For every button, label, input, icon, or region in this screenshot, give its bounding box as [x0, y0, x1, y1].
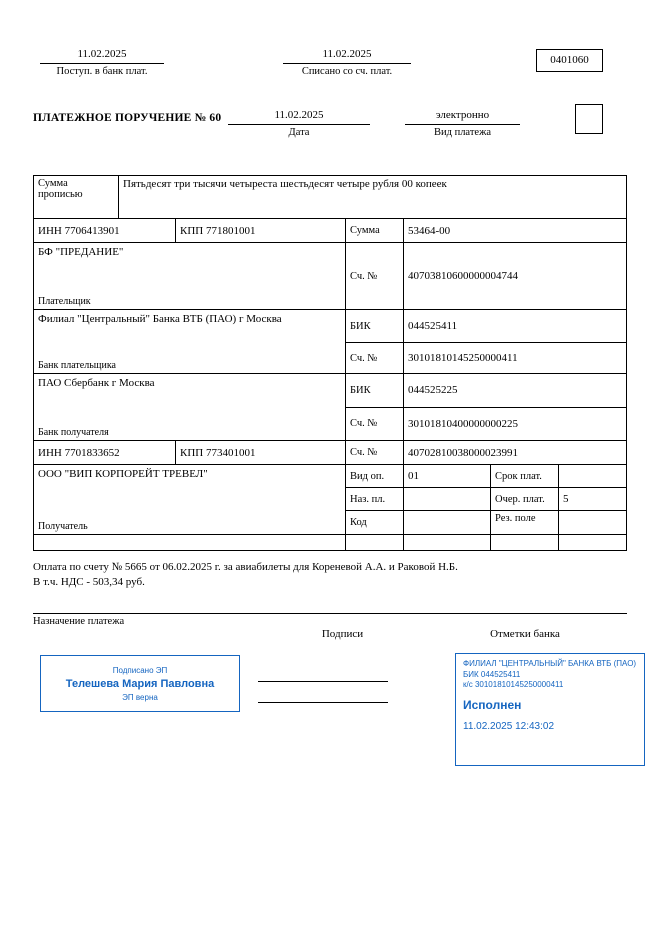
purpose-label: Назначение платежа — [33, 616, 125, 627]
amount-words-label: Сумма прописью — [34, 176, 119, 218]
payer-block — [34, 243, 346, 309]
signature-line-1 — [258, 681, 388, 682]
payer-name: БФ "ПРЕДАНИЕ" — [38, 246, 124, 258]
payer-row — [34, 243, 626, 310]
empty-cell — [34, 535, 346, 550]
payer-role-label: Плательщик — [38, 296, 91, 307]
due-value — [559, 465, 626, 487]
payer-bank-block — [34, 310, 346, 373]
op-type-label: Вид оп. — [346, 465, 404, 487]
purpose-rule — [33, 613, 627, 627]
payment-type-label: Вид платежа — [433, 127, 491, 138]
stamp-status: Исполнен — [463, 697, 522, 712]
payee-inn-row — [34, 441, 626, 465]
payer-kpp: КПП 771801001 — [176, 219, 346, 242]
empty-cell — [404, 535, 491, 550]
payee-bank-row — [34, 374, 626, 441]
payee-bank-col — [346, 374, 626, 440]
priority-value: 5 — [563, 493, 569, 505]
payer-bank-col — [346, 310, 626, 373]
debited-date-label: Списано со сч. плат. — [301, 66, 393, 77]
payee-row — [34, 465, 626, 535]
payer-bank-account-label: Сч. № — [346, 343, 404, 373]
amount-words-value: Пятьдесят три тысячи четыреста шестьдесят четыре рубля 00 копеек — [123, 178, 447, 190]
purpose-code-label: Наз. пл. — [346, 488, 404, 510]
e-signature-stamp — [40, 655, 240, 712]
doc-date: 11.02.2025 — [228, 109, 370, 125]
payee-bank-account-label: Сч. № — [346, 408, 404, 441]
bank-execution-stamp — [455, 653, 645, 766]
empty-cell — [491, 535, 559, 550]
debited-date: 11.02.2025 — [283, 48, 411, 64]
purpose-line-2: В т.ч. НДС - 503,34 руб. — [33, 576, 145, 588]
payment-table — [33, 175, 627, 551]
op-type-value: 01 — [404, 465, 491, 487]
amount-words-row — [34, 176, 626, 219]
signer-name: Телешева Мария Павловна — [65, 677, 215, 690]
code-label: Код — [346, 511, 404, 534]
payer-bank-role-label: Банк плательщика — [38, 360, 116, 371]
stamp-datetime: 11.02.2025 12:43:02 — [463, 721, 555, 732]
empty-cell — [559, 535, 626, 550]
form-code-box: 0401060 — [536, 49, 603, 72]
payee-inn: ИНН 7701833652 — [34, 441, 176, 464]
amount-label: Сумма — [346, 219, 404, 242]
payer-bank-row — [34, 310, 626, 374]
payment-type-block — [405, 109, 520, 138]
payee-params-col — [346, 465, 626, 534]
payment-type: электронно — [405, 109, 520, 125]
purpose-text-block — [33, 560, 627, 590]
payer-bank-bik-label: БИК — [346, 310, 404, 342]
purpose-code-value — [404, 488, 491, 510]
amount-value: 53464-00 — [408, 224, 451, 237]
signatures-label: Подписи — [321, 628, 364, 640]
payer-bank-bik: 044525411 — [408, 320, 458, 333]
payer-inn-row — [34, 219, 626, 243]
extra-fields-row — [34, 535, 626, 550]
payer-bank-name: Филиал "Центральный" Банка ВТБ (ПАО) г Москва — [38, 313, 282, 325]
received-date-label: Поступ. в банк плат. — [56, 66, 148, 77]
payee-bank-bik-label: БИК — [346, 374, 404, 407]
purpose-line-1: Оплата по счету № 5665 от 06.02.2025 г. за авиабилеты для Кореневой А.А. и Раковой Н.Б. — [33, 561, 458, 573]
doc-date-block — [228, 109, 370, 138]
received-date: 11.02.2025 — [40, 48, 164, 64]
payee-role-label: Получатель — [38, 521, 88, 532]
reserve-label: Рез. поле — [491, 511, 559, 534]
payee-bank-account: 30101810400000000225 — [408, 417, 518, 430]
payee-bank-name: ПАО Сбербанк г Москва — [38, 377, 155, 389]
doc-date-label: Дата — [288, 127, 310, 138]
payee-name: ООО "ВИП КОРПОРЕЙТ ТРЕВЕЛ" — [38, 468, 208, 480]
status-box — [575, 104, 603, 134]
payee-bank-role-label: Банк получателя — [38, 427, 109, 438]
stamp-bik: БИК 044525411 — [463, 669, 521, 679]
empty-cell — [346, 535, 404, 550]
received-date-block — [40, 48, 164, 77]
signed-label: Подписано ЭП — [112, 665, 168, 675]
payee-account-label: Сч. № — [346, 441, 404, 464]
document-title: ПЛАТЕЖНОЕ ПОРУЧЕНИЕ № 60 — [33, 112, 222, 124]
signature-line-2 — [258, 702, 388, 703]
payee-block — [34, 465, 346, 534]
payer-account: 40703810600000004744 — [408, 270, 518, 282]
signature-valid-label: ЭП верна — [122, 692, 158, 702]
stamp-bank-name: ФИЛИАЛ "ЦЕНТРАЛЬНЫЙ" БАНКА ВТБ (ПАО) — [463, 659, 637, 668]
priority-label: Очер. плат. — [491, 488, 559, 510]
debited-date-block — [283, 48, 411, 77]
payer-account-col — [346, 243, 626, 309]
payer-bank-account: 30101810145250000411 — [408, 352, 518, 365]
payee-bank-bik: 044525225 — [408, 384, 458, 397]
payee-kpp: КПП 773401001 — [176, 441, 346, 464]
due-label: Срок плат. — [491, 465, 559, 487]
payee-bank-block — [34, 374, 346, 440]
payer-account-label: Сч. № — [346, 243, 404, 309]
bank-marks-label: Отметки банка — [490, 628, 560, 640]
payee-account: 40702810038000023991 — [408, 446, 518, 459]
code-value — [404, 511, 491, 534]
payer-inn: ИНН 7706413901 — [34, 219, 176, 242]
reserve-value — [559, 511, 626, 534]
stamp-corr-account: к/с 30101810145250000411 — [463, 680, 564, 689]
